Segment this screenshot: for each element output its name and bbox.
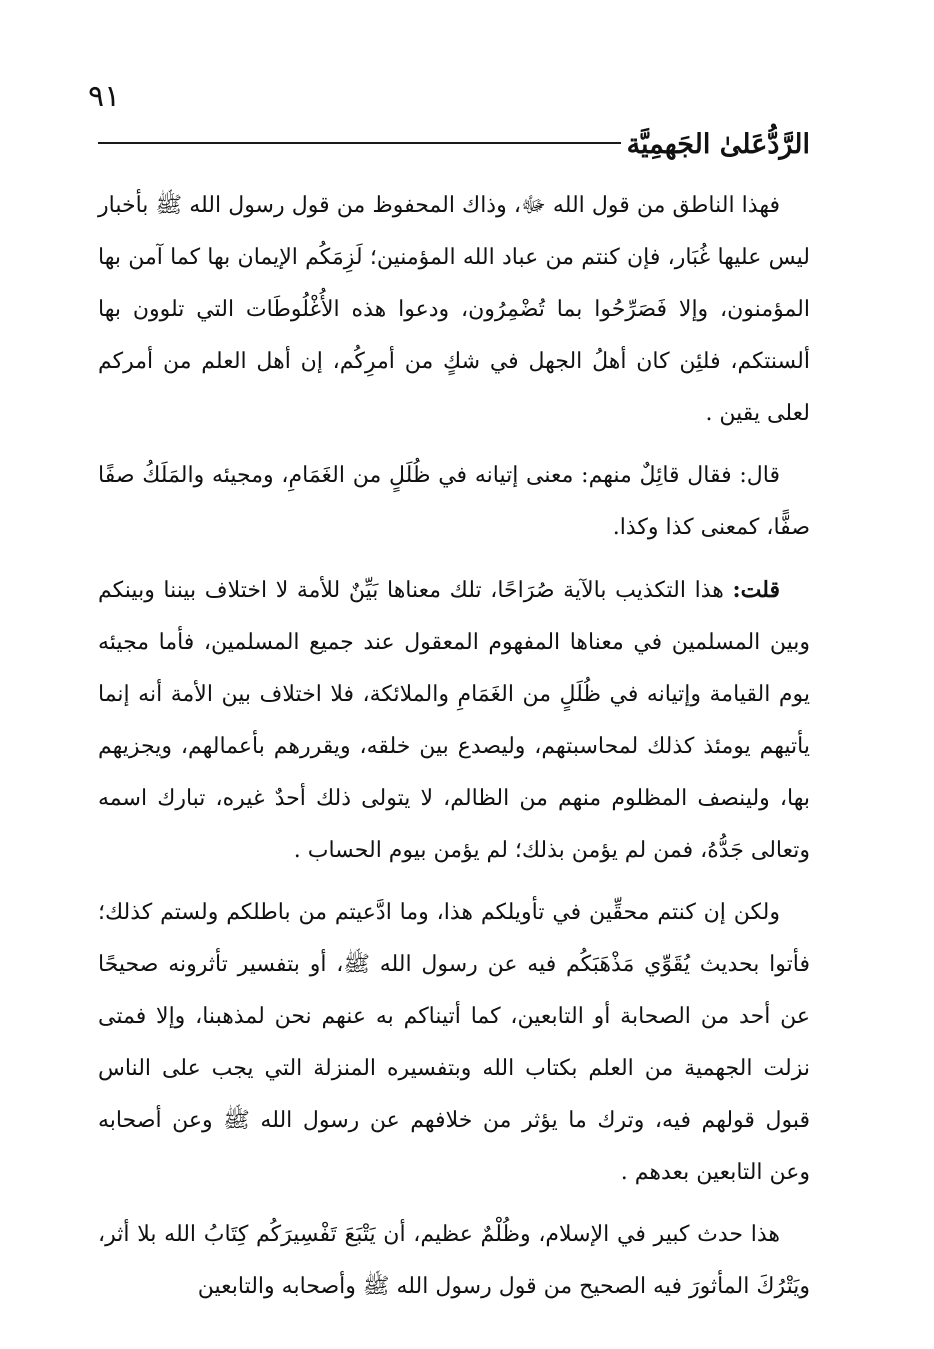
paragraph-text: فهذا الناطق من قول الله ﷻ، وذاك المحفوظ من قول رسول الله ﷺ بأخبار ليس عليها غُبَار، فإن كنتم من عباد الله المؤمنين؛ لَزِمَكُم الإيمان بها كما آمن بها المؤمنون، وإلا فَصَرِّحُوا بما تُضْمِرُون، ودعوا هذه الأُغْلُوطَات التي تلوون بها ألسنتكم، فلئِن كان أهلُ الجهل في شكٍ من أمرِكُم، إن أهل العلم من أمركم لعلى يقين . bbox=[98, 193, 810, 426]
paragraph-1 bbox=[98, 180, 810, 440]
paragraph-text: هذا حدث كبير في الإسلام، وظُلْمٌ عظيم، أن يَتْبَعَ تَفْسِيرَكُم كِتَابُ الله بلا أثر، ويَتْرُكَ المأثورَ فيه الصحيح من قول رسول الله ﷺ وأصحابه والتابعين bbox=[98, 1222, 810, 1299]
paragraph-lead: قلت: bbox=[732, 577, 780, 603]
paragraph-text: ولكن إن كنتم محقِّين في تأويلكم هذا، وما ادَّعيتم من باطلكم ولستم كذلك؛ فأتوا بحديث يُقَوِّي مَذْهَبَكُم فيه عن رسول الله ﷺ، أو بتفسير تأثرونه صحيحًا عن أحد من الصحابة أو التابعين، كما أتيناكم به عنهم نحن لمذهبنا، وإلا فمتى نزلت الجهمية من العلم بكتاب الله وبتفسيره المنزلة التي يجب على الناس قبول قولهم فيه، وترك ما يؤثر من خلافهم عن رسول الله ﷺ وعن أصحابه وعن التابعين بعدهم . bbox=[98, 900, 810, 1185]
header-rule bbox=[98, 142, 621, 144]
page-number: ٩١ bbox=[88, 79, 121, 114]
running-title: الرَّدُّعَلىٰ الجَهمِيَّة bbox=[626, 129, 810, 160]
paragraph-2 bbox=[98, 450, 810, 554]
paragraph-text: قال: فقال قائِلٌ منهم: معنى إتيانه في ظُلَلٍ من الغَمَامِ، ومجيئه والمَلَكُ صفًا صفًّا، كمعنى كذا وكذا. bbox=[98, 463, 810, 540]
paragraph-text: هذا التكذيب بالآية صُرَاحًا، تلك معناها بَيِّنٌ للأمة لا اختلاف بيننا وبينكم وبين المسلمين في معناها المفهوم المعقول عند جميع المسلمين، فأما مجيئه يوم القيامة وإتيانه في ظُلَلٍ من الغَمَامِ والملائكة، فلا اختلاف بين الأمة أنه إنما يأتيهم يومئذ كذلك لمحاسبتهم، وليصدع بين خلقه، ويقررهم بأعمالهم، ويجزيهم بها، ولينصف المظلوم منهم من الظالم، لا يتولى ذلك أحدٌ غيره، تبارك اسمه وتعالى جَدُّهُ، فمن لم يؤمن بذلك؛ لم يؤمن بيوم الحساب . bbox=[98, 578, 810, 863]
body-text bbox=[98, 180, 810, 1323]
paragraph-4 bbox=[98, 887, 810, 1199]
running-header bbox=[98, 118, 810, 158]
paragraph-5 bbox=[98, 1209, 810, 1313]
paragraph-3 bbox=[98, 564, 810, 877]
